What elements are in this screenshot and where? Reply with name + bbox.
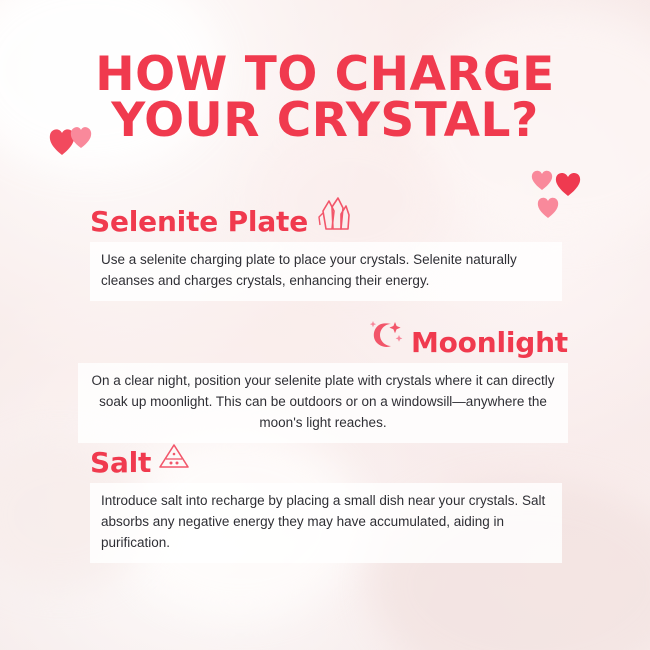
crystal-cluster-icon — [314, 195, 354, 236]
section-body-text: Use a selenite charging plate to place your crystals. Selenite naturally cleanses and charges crystals, enhancing their energy. — [90, 242, 562, 301]
section-heading-row — [90, 440, 562, 477]
page-title-line-1: HOW TO CHARGE — [95, 47, 555, 102]
moon-sparkle-icon — [365, 318, 405, 357]
section-salt — [90, 440, 562, 563]
section-heading: Salt — [90, 446, 152, 479]
page-title-line-2: YOUR CRYSTAL? — [111, 93, 539, 149]
hearts-cluster-left-icon — [48, 118, 102, 163]
section-body-text: Introduce salt into recharge by placing a small dish near your crystals. Salt absorbs any negative energy they may have accumulated, aiding in purification. — [90, 483, 562, 563]
section-body-text: On a clear night, position your selenite plate with crystals where it can directly soak up moonlight. This can be outdoors or on a windowsill—anywhere the moon's light reaches. — [78, 363, 568, 443]
section-heading: Moonlight — [410, 326, 568, 359]
section-selenite-plate — [90, 195, 562, 301]
hearts-cluster-right-icon — [522, 168, 592, 229]
section-heading-row — [78, 318, 568, 357]
section-heading-row — [90, 195, 562, 236]
salt-pile-icon — [157, 440, 191, 477]
section-moonlight — [78, 318, 568, 443]
section-heading: Selenite Plate — [90, 205, 308, 238]
